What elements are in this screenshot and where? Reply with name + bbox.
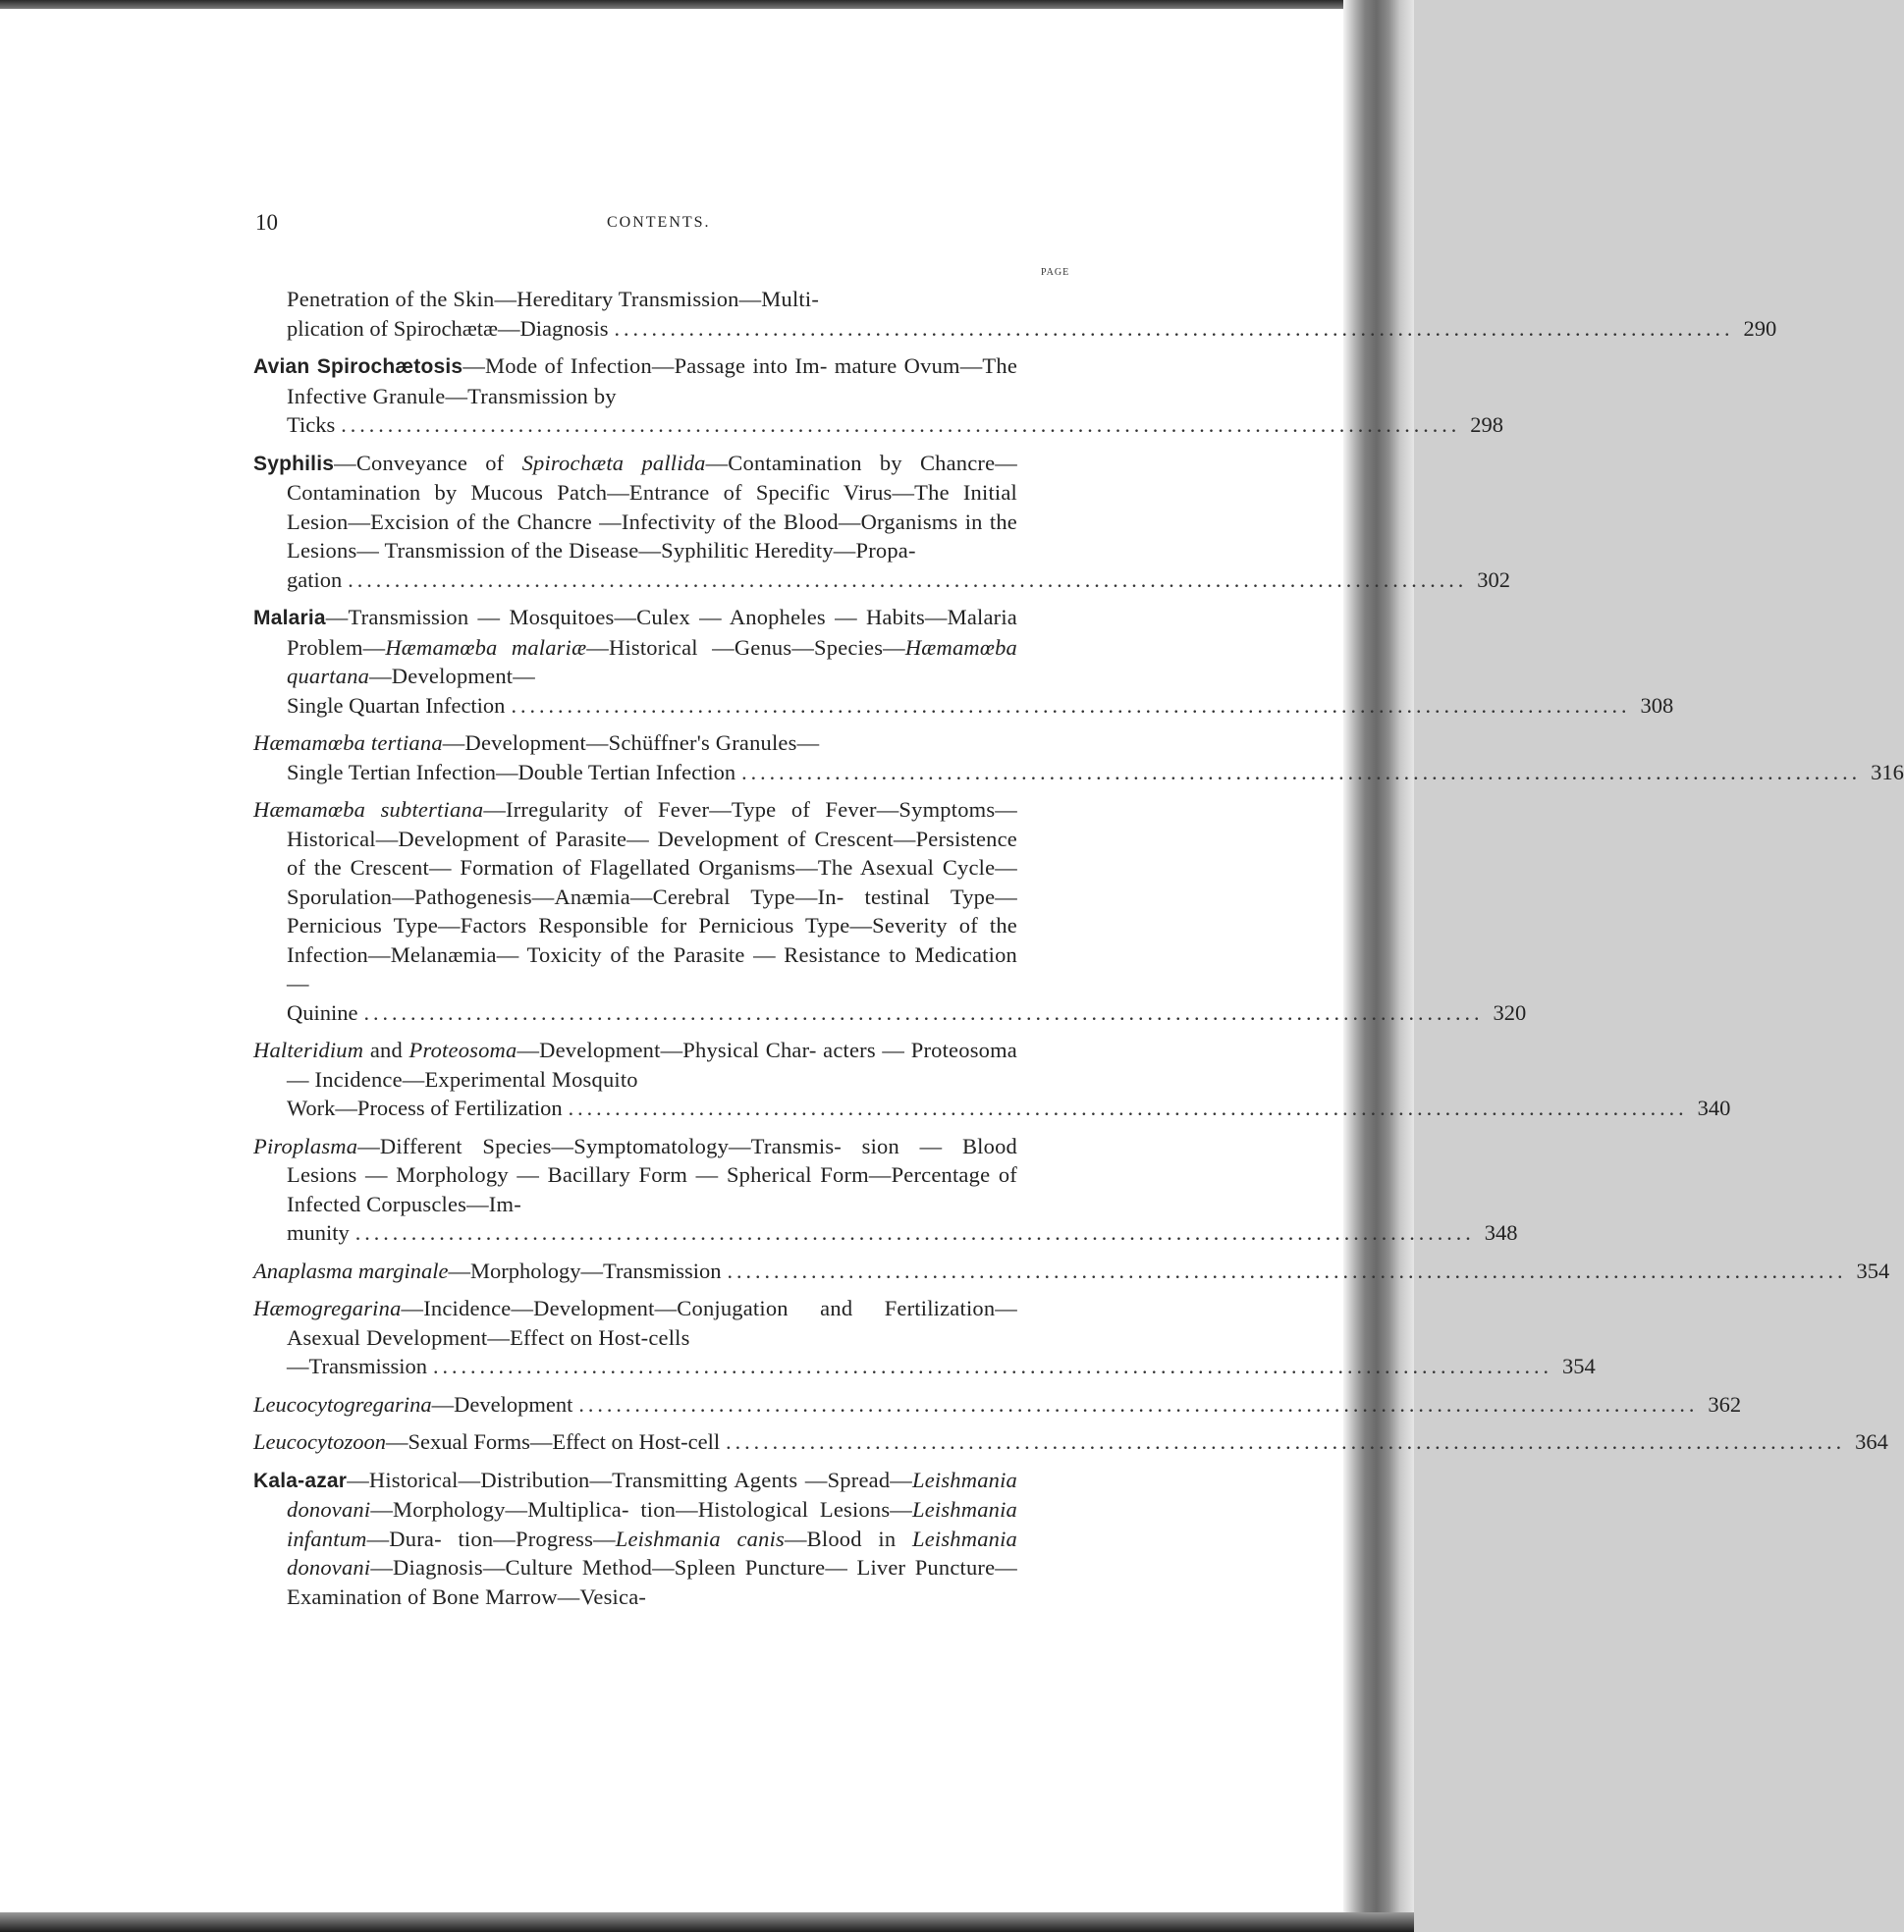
- dot-leader: ........................................................................................................................: [363, 999, 1484, 1025]
- entry-page-number: 354: [1856, 1258, 1890, 1283]
- entry-page-number: 316: [1871, 759, 1904, 784]
- entry-description: [253, 449, 1017, 565]
- contents-entry: [253, 795, 1527, 1027]
- entry-last-text: —Sexual Forms—Effect on Host-cell: [385, 1429, 721, 1454]
- dot-leader: ........................................................................................................................: [511, 692, 1631, 718]
- entry-last-text: —Development: [431, 1391, 573, 1417]
- book-spine-shadow: [1343, 0, 1414, 1932]
- entry-heading: Leucocytogregarina: [253, 1391, 432, 1417]
- entry-last-text: Single Tertian Infection—Double Tertian Infection: [287, 759, 736, 784]
- entry-text-run: —Different Species—Symptomatology—Transmis- sion — Blood Lesions — Morphology — Bacillary Form — Spherical Form—Percentage of Infected Corpuscles—Im-: [287, 1133, 1017, 1216]
- entry-description: [253, 603, 1017, 691]
- entry-page-number: 364: [1855, 1429, 1888, 1454]
- entry-text-run: Penetration of the Skin—Hereditary Transmission—Multi-: [287, 287, 820, 311]
- dot-leader: ........................................................................................................................: [614, 315, 1734, 341]
- entry-heading: Malaria: [253, 607, 326, 629]
- entry-last-line: [253, 1352, 1596, 1381]
- entry-heading: Halteridium: [253, 1038, 364, 1062]
- contents-entry: [253, 351, 1503, 440]
- entry-page-number: 290: [1743, 315, 1777, 341]
- entry-text-run: —Dura- tion—Progress—: [366, 1526, 616, 1551]
- entry-text-run: —Historical—Distribution—Transmitting Agents —Spread—: [347, 1467, 912, 1492]
- entry-heading: Hæmamœba tertiana: [253, 730, 443, 755]
- entry-last-text: Quinine: [287, 999, 358, 1025]
- entry-description: [253, 1294, 1017, 1352]
- entry-heading: Avian Spirochætosis: [253, 355, 463, 378]
- entry-last-line: [253, 1218, 1518, 1248]
- entry-description: [253, 285, 1017, 314]
- italic-term: Leishmania donovani: [287, 1526, 1018, 1580]
- running-title: CONTENTS.: [607, 214, 711, 231]
- entry-last-line: [253, 314, 1777, 344]
- entry-text-run: —Transmission — Mosquitoes—Culex — Anopheles — Habits—Malaria Problem—: [287, 605, 1017, 660]
- entry-last-text: —Transmission: [287, 1354, 427, 1378]
- entry-text-run: —Contamination by Chancre—Contamination by Mucous Patch—Entrance of Specific Virus—The Initial Lesion—Excision of the Chancre —Infectivity of the Blood—Organisms in the Lesions— Transmission of the Disease—Syphilitic Heredity—Propa-: [287, 450, 1017, 563]
- entry-page-number: 362: [1708, 1391, 1742, 1417]
- entry-text-run: —Incidence—Development—Conjugation and Fertilization—Asexual Development—Effect on Host-cells: [287, 1296, 1017, 1350]
- entry-description: [253, 1132, 1017, 1219]
- entry-description: [253, 1036, 1017, 1094]
- entry-text-run: —Historical —Genus—Species—: [586, 634, 905, 660]
- entry-page-number: 298: [1470, 412, 1503, 437]
- contents-entry: [253, 1390, 1742, 1420]
- entry-heading: Leucocytozoon: [253, 1429, 386, 1454]
- entry-description: [253, 351, 1017, 410]
- contents-entry: [253, 603, 1674, 720]
- entry-last-line: [253, 1390, 1742, 1420]
- entry-description: [253, 728, 1017, 758]
- entry-last-line: [253, 410, 1503, 440]
- entry-last-line: [253, 565, 1510, 595]
- entry-text-run: —Diagnosis—Culture Method—Spleen Puncture— Liver Puncture—Examination of Bone Marrow—Vesica-: [287, 1555, 1017, 1609]
- dot-leader: ........................................................................................................................: [568, 1096, 1688, 1120]
- entry-last-line: [253, 758, 1904, 787]
- contents-list: [253, 285, 1904, 1620]
- entry-heading: Syphilis: [253, 452, 335, 475]
- entry-heading: Kala-azar: [253, 1469, 348, 1492]
- italic-term: Hæmamœba malariæ: [385, 634, 587, 660]
- entry-last-line: [253, 691, 1674, 721]
- italic-term: Leishmania canis: [615, 1526, 785, 1551]
- entry-text-run: —Morphology—Multiplica- tion—Histological Lesions—: [370, 1497, 912, 1522]
- entry-page-number: 340: [1697, 1096, 1731, 1120]
- contents-page: [253, 206, 1904, 1609]
- contents-entry: [253, 1257, 1890, 1286]
- running-head: [253, 206, 1015, 236]
- entry-text-run: —Blood in: [784, 1526, 912, 1551]
- page-column-label: PAGE: [1041, 267, 1070, 278]
- dot-leader: ........................................................................................................................: [578, 1391, 1699, 1417]
- entry-page-number: 348: [1484, 1220, 1518, 1245]
- dot-leader: ........................................................................................................................: [341, 412, 1461, 437]
- entry-text-run: —Development—: [369, 664, 535, 688]
- entry-text-run: —Development—Physical Char- acters — Proteosoma — Incidence—Experimental Mosquito: [287, 1038, 1017, 1092]
- scan-top-edge: [0, 0, 1414, 9]
- scan-bottom-edge: [0, 1912, 1414, 1932]
- entry-description: [253, 1466, 1017, 1612]
- contents-entry: [253, 1036, 1731, 1123]
- entry-last-line: [253, 1094, 1731, 1123]
- entry-last-text: plication of Spirochætæ—Diagnosis: [287, 315, 609, 341]
- entry-last-line: [253, 1427, 1888, 1457]
- entry-page-number: 308: [1640, 692, 1674, 718]
- italic-term: Leishmania infantum: [287, 1497, 1017, 1551]
- entry-heading: Hæmamœba subtertiana: [253, 797, 484, 822]
- dot-leader: ........................................................................................................................: [726, 1429, 1846, 1454]
- entry-text-run: —Development—Schüffner's Granules—: [442, 730, 820, 755]
- entry-last-text: Work—Process of Fertilization: [287, 1096, 563, 1120]
- italic-term: Leishmania donovani: [287, 1467, 1017, 1522]
- dot-leader: ........................................................................................................................: [741, 759, 1862, 784]
- contents-entry: [253, 1294, 1596, 1381]
- entry-heading: Anaplasma marginale: [253, 1258, 449, 1283]
- entry-last-text: —Morphology—Transmission: [448, 1258, 722, 1283]
- contents-entry: [253, 728, 1904, 786]
- contents-entry: [253, 449, 1510, 595]
- entry-heading: Hæmogregarina: [253, 1296, 402, 1320]
- contents-entry: [253, 1132, 1518, 1248]
- dot-leader: ........................................................................................................................: [727, 1258, 1847, 1283]
- page-number: 10: [255, 210, 278, 235]
- entry-last-line: [253, 1257, 1890, 1286]
- contents-entry: [253, 1427, 1888, 1457]
- contents-entry: [253, 1466, 1018, 1612]
- entry-last-text: Single Quartan Infection: [287, 692, 506, 718]
- entry-last-text: munity: [287, 1220, 350, 1245]
- entry-page-number: 320: [1493, 999, 1527, 1025]
- entry-text-run: —Mode of Infection—Passage into Im- mature Ovum—The Infective Granule—Transmission by: [287, 353, 1018, 408]
- entry-page-number: 302: [1477, 566, 1510, 592]
- italic-term: Spirochæta pallida: [521, 450, 706, 475]
- entry-text-run: —Conveyance of: [334, 450, 522, 475]
- dot-leader: ........................................................................................................................: [354, 1220, 1475, 1245]
- entry-text-run: and: [363, 1038, 409, 1062]
- contents-entry: [253, 285, 1777, 343]
- entry-page-number: 354: [1561, 1354, 1596, 1378]
- italic-term: Hæmamœba quartana: [287, 634, 1017, 688]
- entry-heading: Piroplasma: [253, 1133, 358, 1158]
- italic-term: Proteosoma: [408, 1038, 517, 1062]
- entry-last-text: Ticks: [287, 412, 336, 437]
- entry-text-run: —Irregularity of Fever—Type of Fever—Symptoms—Historical—Development of Parasite— Development of Crescent—Persistence of the Crescent— Formation of Flagellated Organisms—The Asexual Cycle— Sporulation—Pathogenesis—Anæmia—Cerebral Type—In- testinal Type—Pernicious Type—Factors Responsible for Pernicious Type—Severity of the Infection—Melanæmia— Toxicity of the Parasite — Resistance to Medication—: [287, 797, 1017, 995]
- entry-description: [253, 795, 1017, 998]
- dot-leader: ........................................................................................................................: [348, 566, 1468, 592]
- dot-leader: ........................................................................................................................: [432, 1354, 1552, 1378]
- entry-last-line: [253, 998, 1527, 1028]
- entry-last-text: gation: [287, 566, 343, 592]
